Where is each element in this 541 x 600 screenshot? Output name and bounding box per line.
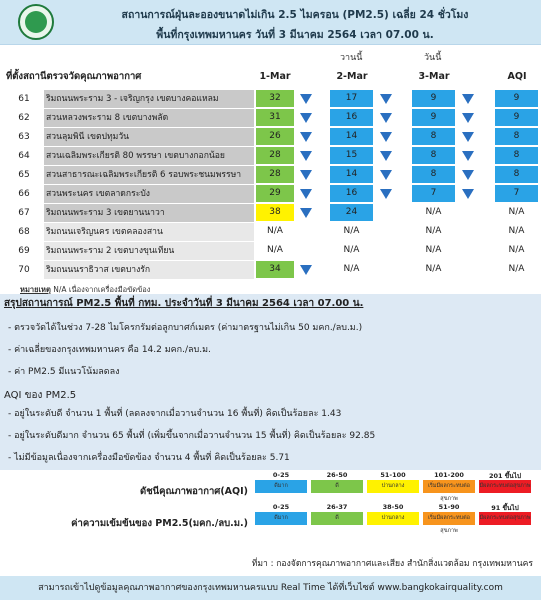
value-cell: 32 — [256, 90, 294, 107]
down-arrow-icon — [296, 128, 316, 145]
value-cell: N/A — [343, 264, 360, 274]
aqi-legend-label: ดัชนีคุณภาพอากาศ(AQI) — [140, 486, 248, 497]
col-header-3mar: 3-Mar — [410, 68, 458, 86]
aqi-level-box: ดี — [311, 480, 363, 493]
value-cell: 29 — [256, 185, 294, 202]
pm-legend-label: ค่าความเข้มข้นของ PM2.5(มคก./ลบ.ม.) — [71, 518, 248, 529]
down-arrow-icon — [458, 128, 478, 145]
pm-level-box: ดี — [311, 512, 363, 525]
down-arrow-icon — [296, 147, 316, 164]
table-row — [0, 109, 541, 127]
value-cell: 16 — [330, 185, 373, 202]
value-cell: 24 — [330, 204, 373, 221]
table-row — [0, 166, 541, 184]
pm-level-box: เริ่มมีผลกระทบต่อสุขภาพ — [423, 512, 475, 525]
value-cell: 26 — [256, 128, 294, 145]
col-header-2mar: 2-Mar — [328, 68, 376, 86]
station-number: 68 — [18, 227, 30, 237]
station-name: สวนลุมพินี เขตปทุมวัน — [44, 128, 254, 146]
station-number: 64 — [18, 151, 30, 161]
pm-level-box: ปานกลาง — [367, 512, 419, 525]
aqi-range-label: 0-25 — [272, 471, 290, 479]
down-arrow-icon — [458, 185, 478, 202]
value-cell: 8 — [412, 166, 455, 183]
station-name: ริมถนนพระราม 3 - เจริญกรุง เขตบางคอแหลม — [44, 90, 254, 108]
station-name: สวนพระนคร เขตลาดกระบัง — [44, 185, 254, 203]
station-name: สวนหลวงพระราม 8 เขตบางพลัด — [44, 109, 254, 127]
value-cell: 16 — [330, 109, 373, 126]
down-arrow-icon — [376, 185, 396, 202]
station-column-header: ที่ตั้งสถานีตรวจวัดคุณภาพอากาศ — [6, 71, 142, 82]
pm-range-label: 91 ขึ้นไป — [491, 504, 519, 512]
station-name: ริมถนนพระราม 3 เขตยานนาวา — [44, 204, 254, 222]
value-cell: 31 — [256, 109, 294, 126]
header-title-line2: พื้นที่กรุงเทพมหานคร วันที่ 3 มีนาคม 2564 เวลา 07.00 น. — [156, 29, 434, 41]
pm-range-label: 38-50 — [382, 503, 404, 511]
down-arrow-icon — [296, 204, 316, 221]
down-arrow-icon — [376, 128, 396, 145]
header-title-line1: สถานการณ์ฝุ่นละอองขนาดไม่เกิน 2.5 ไมครอน (PM2.5) เฉลี่ย 24 ชั่วโมง — [121, 9, 469, 21]
header-banner — [0, 0, 541, 45]
down-arrow-icon — [296, 261, 316, 278]
aqi-level-box: ดีมาก — [255, 480, 307, 493]
col-header-1mar: 1-Mar — [252, 68, 298, 86]
footer-website-note: สามารถเข้าไปดูข้อมูลคุณภาพอากาศของกรุงเทพมหานครแบบ Real Time ได้ที่เว็บไซต์ www.bangkokairquality.com — [0, 576, 541, 600]
value-cell: 34 — [256, 261, 294, 278]
down-arrow-icon — [296, 166, 316, 183]
table-row — [0, 185, 541, 203]
value-cell: 9 — [412, 90, 455, 107]
col-header-aqi: AQI — [493, 68, 541, 86]
value-cell: 8 — [495, 147, 538, 164]
station-number: 65 — [18, 170, 30, 180]
station-name: ริมถนนเจริญนคร เขตคลองสาน — [44, 223, 254, 241]
pm-level-box: ดีมาก — [255, 512, 307, 525]
aqi-level-box: ปานกลาง — [367, 480, 419, 493]
down-arrow-icon — [458, 166, 478, 183]
pm-range-label: 51-90 — [438, 503, 460, 511]
station-number: 69 — [18, 246, 30, 256]
table-row — [0, 147, 541, 165]
value-cell: N/A — [343, 245, 360, 255]
aqi-level-box: เริ่มมีผลกระทบต่อสุขภาพ — [423, 480, 475, 493]
value-cell: 8 — [495, 128, 538, 145]
value-cell: N/A — [267, 245, 283, 255]
yesterday-label: วานนี้ — [340, 53, 363, 63]
summary-line: - ค่า PM2.5 มีแนวโน้มลดลง — [8, 367, 120, 377]
note-text: N/A เนื่องจากเครื่องมือขัดข้อง — [53, 285, 151, 294]
value-cell: N/A — [508, 245, 525, 255]
station-number: 63 — [18, 132, 30, 142]
value-cell: 17 — [330, 90, 373, 107]
aqi-heading: AQI ของ PM2.5 — [4, 390, 77, 401]
summary-line: - ตรวจวัดได้ในช่วง 7-28 ไมโครกรัมต่อลูกบาศก์เมตร (ค่ามาตรฐานไม่เกิน 50 มคก./ลบ.ม.) — [8, 323, 363, 333]
value-cell: N/A — [267, 226, 283, 236]
station-number: 70 — [18, 265, 30, 275]
value-cell: 9 — [412, 109, 455, 126]
value-cell: 28 — [256, 166, 294, 183]
value-cell: N/A — [425, 264, 442, 274]
pm-range-label: 0-25 — [272, 503, 290, 511]
value-cell: 14 — [330, 166, 373, 183]
value-cell: 8 — [412, 128, 455, 145]
table-row — [0, 261, 541, 279]
summary-line: - ค่าเฉลี่ยของกรุงเทพมหานคร คือ 14.2 มคก./ลบ.ม. — [8, 345, 211, 355]
aqi-line: - ไม่มีข้อมูลเนื่องจากเครื่องมือขัดข้อง จำนวน 4 พื้นที่ คิดเป็นร้อยละ 5.71 — [8, 453, 290, 463]
value-cell: 14 — [330, 128, 373, 145]
down-arrow-icon — [458, 90, 478, 107]
value-cell: N/A — [425, 245, 442, 255]
station-number: 67 — [18, 208, 30, 218]
aqi-range-label: 101-200 — [434, 471, 464, 479]
table-row — [0, 90, 541, 108]
down-arrow-icon — [458, 109, 478, 126]
value-cell: N/A — [425, 226, 442, 236]
down-arrow-icon — [376, 147, 396, 164]
aqi-range-label: 26-50 — [326, 471, 348, 479]
value-cell: 9 — [495, 109, 538, 126]
table-row — [0, 223, 541, 241]
station-number: 61 — [18, 94, 30, 104]
station-number: 66 — [18, 189, 30, 199]
down-arrow-icon — [458, 147, 478, 164]
down-arrow-icon — [296, 90, 316, 107]
station-name: ริมถนนพระราม 2 เขตบางขุนเทียน — [44, 242, 254, 260]
table-row — [0, 242, 541, 260]
value-cell: 9 — [495, 90, 538, 107]
aqi-range-label: 201 ขึ้นไป — [488, 472, 522, 480]
down-arrow-icon — [376, 166, 396, 183]
down-arrow-icon — [376, 90, 396, 107]
note-label: หมายเหตุ — [20, 285, 51, 294]
down-arrow-icon — [296, 109, 316, 126]
value-cell: 7 — [495, 185, 538, 202]
value-cell: 8 — [495, 166, 538, 183]
value-cell: 38 — [256, 204, 294, 221]
today-label: วันนี้ — [424, 53, 442, 63]
pm-range-label: 26-37 — [326, 503, 348, 511]
value-cell: N/A — [343, 226, 360, 236]
value-cell: 15 — [330, 147, 373, 164]
station-name: สวนสาธารณะเฉลิมพระเกียรติ 6 รอบพระชนมพรรษา — [44, 166, 254, 184]
value-cell: 8 — [412, 147, 455, 164]
station-number: 62 — [18, 113, 30, 123]
table-row — [0, 128, 541, 146]
value-cell: N/A — [508, 264, 525, 274]
aqi-line: - อยู่ในระดับดี จำนวน 1 พื้นที่ (ลดลงจากเมื่อวานจำนวน 16 พื้นที่) คิดเป็นร้อยละ 1.43 — [8, 409, 342, 419]
summary-section — [0, 294, 541, 470]
down-arrow-icon — [296, 185, 316, 202]
down-arrow-icon — [376, 109, 396, 126]
table-row — [0, 204, 541, 222]
bma-logo-icon — [18, 4, 54, 40]
aqi-range-label: 51-100 — [380, 471, 406, 479]
aqi-line: - อยู่ในระดับดีมาก จำนวน 65 พื้นที่ (เพิ่มขึ้นจากเมื่อวานจำนวน 15 พื้นที่) คิดเป็นร้อยละ 92.85 — [8, 431, 376, 441]
summary-title: สรุปสถานการณ์ PM2.5 พื้นที่ กทม. ประจำวันที่ 3 มีนาคม 2564 เวลา 07.00 น. — [4, 298, 364, 309]
value-cell: 7 — [412, 185, 455, 202]
legend-section — [0, 470, 541, 540]
pm-level-box: มีผลกระทบต่อสุขภาพ — [479, 512, 531, 525]
station-name: ริมถนนนราธิวาส เขตบางรัก — [44, 261, 254, 279]
station-name: สวนเฉลิมพระเกียรติ 80 พรรษา เขตบางกอกน้อย — [44, 147, 254, 165]
value-cell: N/A — [508, 207, 525, 217]
value-cell: N/A — [508, 226, 525, 236]
source-credit: ที่มา : กองจัดการคุณภาพอากาศและเสียง สำนักสิ่งแวดล้อม กรุงเทพมหานคร — [251, 559, 533, 569]
value-cell: 28 — [256, 147, 294, 164]
value-cell: N/A — [425, 207, 442, 217]
aqi-level-box: มีผลกระทบต่อสุขภาพ — [479, 480, 531, 493]
